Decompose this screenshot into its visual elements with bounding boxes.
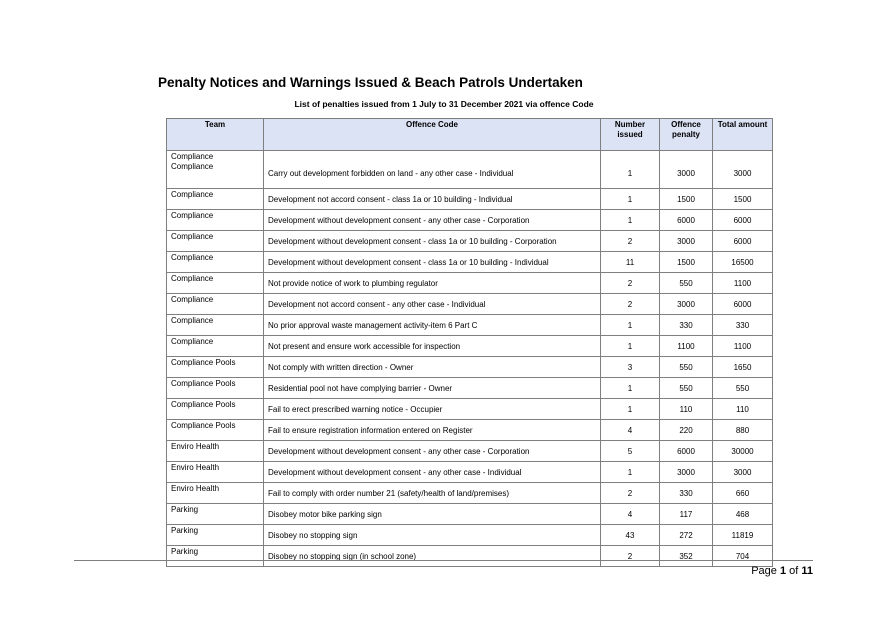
- cell-team: [167, 504, 264, 525]
- cell-number-issued: 1: [601, 315, 660, 336]
- cell-offence-penalty: 6000: [660, 210, 713, 231]
- cell-offence-penalty: 1500: [660, 189, 713, 210]
- footer-divider: [74, 560, 813, 561]
- cell-total-amount: 550: [713, 378, 773, 399]
- cell-offence-code: Disobey no stopping sign: [264, 525, 601, 546]
- penalties-table: [166, 118, 773, 567]
- cell-offence-penalty: 3000: [660, 462, 713, 483]
- cell-number-issued: 1: [601, 462, 660, 483]
- cell-offence-penalty: 3000: [660, 231, 713, 252]
- col-header-number-issued: Number issued: [601, 119, 660, 151]
- cell-team: [167, 441, 264, 462]
- cell-team: [167, 483, 264, 504]
- cell-number-issued: 1: [601, 189, 660, 210]
- cell-offence-penalty: 3000: [660, 294, 713, 315]
- team-name: Compliance: [171, 337, 214, 346]
- cell-total-amount: 11819: [713, 525, 773, 546]
- table-row: [167, 420, 773, 441]
- team-name: Compliance Pools: [171, 421, 236, 430]
- col-header-offence-code: Offence Code: [264, 119, 601, 151]
- cell-offence-penalty: 6000: [660, 441, 713, 462]
- team-name: Compliance: [171, 295, 214, 304]
- table-row: [167, 151, 773, 189]
- cell-offence-penalty: 550: [660, 357, 713, 378]
- cell-team: [167, 378, 264, 399]
- page-title: Penalty Notices and Warnings Issued & Beach Patrols Undertaken: [158, 75, 583, 90]
- page-number: [751, 565, 813, 577]
- cell-team: [167, 189, 264, 210]
- cell-team: [167, 231, 264, 252]
- team-name: Compliance: [171, 274, 214, 283]
- cell-team: [167, 546, 264, 567]
- table-row: [167, 546, 773, 567]
- cell-offence-penalty: 550: [660, 273, 713, 294]
- cell-team: [167, 357, 264, 378]
- cell-number-issued: 1: [601, 336, 660, 357]
- cell-offence-code: Carry out development forbidden on land - any other case - Individual: [264, 151, 601, 189]
- cell-offence-code: Not present and ensure work accessible for inspection: [264, 336, 601, 357]
- team-name: Parking: [171, 526, 199, 535]
- cell-number-issued: 5: [601, 441, 660, 462]
- cell-offence-code: Disobey motor bike parking sign: [264, 504, 601, 525]
- cell-total-amount: 3000: [713, 462, 773, 483]
- cell-team: [167, 462, 264, 483]
- cell-offence-code: Residential pool not have complying barrier - Owner: [264, 378, 601, 399]
- team-name: Compliance Pools: [171, 400, 236, 409]
- col-header-total-amount: Total amount: [713, 119, 773, 151]
- cell-offence-code: Development not accord consent - any other case - Individual: [264, 294, 601, 315]
- cell-number-issued: 4: [601, 420, 660, 441]
- team-name: Compliance: [171, 161, 214, 171]
- cell-team: [167, 525, 264, 546]
- cell-offence-code: Development without development consent - any other case - Corporation: [264, 441, 601, 462]
- cell-total-amount: 6000: [713, 210, 773, 231]
- cell-offence-penalty: 3000: [660, 151, 713, 189]
- cell-offence-penalty: 550: [660, 378, 713, 399]
- cell-offence-penalty: 330: [660, 315, 713, 336]
- table-row: [167, 210, 773, 231]
- cell-number-issued: 2: [601, 483, 660, 504]
- cell-number-issued: 2: [601, 294, 660, 315]
- cell-offence-penalty: 330: [660, 483, 713, 504]
- cell-number-issued: 1: [601, 151, 660, 189]
- team-name: Enviro Health: [171, 442, 220, 451]
- cell-team: [167, 399, 264, 420]
- cell-offence-code: Development without development consent - class 1a or 10 building - Individual: [264, 252, 601, 273]
- cell-number-issued: 11: [601, 252, 660, 273]
- team-name: Compliance: [171, 316, 214, 325]
- cell-offence-code: No prior approval waste management activity-item 6 Part C: [264, 315, 601, 336]
- page-current: 1: [779, 565, 787, 577]
- cell-offence-penalty: 272: [660, 525, 713, 546]
- table-header: [167, 119, 773, 151]
- table-row: [167, 399, 773, 420]
- cell-total-amount: 110: [713, 399, 773, 420]
- cell-total-amount: 1650: [713, 357, 773, 378]
- team-name: Parking: [171, 505, 199, 514]
- table-row: [167, 378, 773, 399]
- cell-total-amount: 330: [713, 315, 773, 336]
- cell-number-issued: 43: [601, 525, 660, 546]
- team-name: Compliance: [171, 152, 214, 161]
- table-row: [167, 525, 773, 546]
- table-row: [167, 462, 773, 483]
- table-row: [167, 315, 773, 336]
- cell-team: [167, 210, 264, 231]
- team-name: Compliance: [171, 232, 214, 241]
- cell-number-issued: 2: [601, 231, 660, 252]
- cell-offence-code: Fail to ensure registration information entered on Register: [264, 420, 601, 441]
- team-name: Compliance: [171, 253, 214, 262]
- table-row: [167, 441, 773, 462]
- table-caption: List of penalties issued from 1 July to 31 December 2021 via offence Code: [294, 99, 594, 109]
- cell-number-issued: 1: [601, 210, 660, 231]
- cell-offence-code: Not comply with written direction - Owner: [264, 357, 601, 378]
- cell-total-amount: 6000: [713, 231, 773, 252]
- cell-number-issued: 1: [601, 399, 660, 420]
- header-row: [167, 119, 773, 151]
- table-row: [167, 189, 773, 210]
- page-label: Page: [751, 565, 780, 577]
- cell-team: [167, 252, 264, 273]
- cell-total-amount: 3000: [713, 151, 773, 189]
- cell-total-amount: 30000: [713, 441, 773, 462]
- team-name: Compliance Pools: [171, 379, 236, 388]
- cell-team: [167, 420, 264, 441]
- cell-total-amount: 1100: [713, 336, 773, 357]
- team-name: Compliance: [171, 211, 214, 220]
- cell-total-amount: 880: [713, 420, 773, 441]
- cell-team: [167, 294, 264, 315]
- cell-offence-code: Development without development consent - class 1a or 10 building - Corporation: [264, 231, 601, 252]
- table-row: [167, 483, 773, 504]
- cell-team: [167, 315, 264, 336]
- cell-offence-code: Development not accord consent - class 1a or 10 building - Individual: [264, 189, 601, 210]
- cell-offence-code: Development without development consent - any other case - Individual: [264, 462, 601, 483]
- cell-total-amount: 1500: [713, 189, 773, 210]
- table-row: [167, 336, 773, 357]
- cell-number-issued: 1: [601, 378, 660, 399]
- team-name: Compliance: [171, 190, 214, 199]
- page-total: 11: [801, 565, 813, 577]
- cell-offence-penalty: 1500: [660, 252, 713, 273]
- cell-number-issued: 2: [601, 546, 660, 567]
- cell-team: [167, 336, 264, 357]
- team-name: Enviro Health: [171, 463, 220, 472]
- cell-number-issued: 4: [601, 504, 660, 525]
- cell-number-issued: 2: [601, 273, 660, 294]
- cell-offence-penalty: 110: [660, 399, 713, 420]
- cell-total-amount: 704: [713, 546, 773, 567]
- cell-total-amount: 6000: [713, 294, 773, 315]
- table-row: [167, 231, 773, 252]
- cell-offence-code: Development without development consent - any other case - Corporation: [264, 210, 601, 231]
- cell-offence-code: Fail to comply with order number 21 (safety/health of land/premises): [264, 483, 601, 504]
- team-name: Parking: [171, 547, 199, 556]
- table-row: [167, 252, 773, 273]
- cell-team: [167, 273, 264, 294]
- page-of: of: [786, 565, 802, 577]
- team-name: Enviro Health: [171, 484, 220, 493]
- cell-offence-penalty: 352: [660, 546, 713, 567]
- table-row: [167, 504, 773, 525]
- cell-offence-penalty: 1100: [660, 336, 713, 357]
- table-row: [167, 294, 773, 315]
- cell-total-amount: 1100: [713, 273, 773, 294]
- cell-offence-penalty: 117: [660, 504, 713, 525]
- table-row: [167, 273, 773, 294]
- col-header-offence-penalty: Offence penalty: [660, 119, 713, 151]
- table-row: [167, 357, 773, 378]
- cell-offence-code: Disobey no stopping sign (in school zone): [264, 546, 601, 567]
- team-name: Compliance Pools: [171, 358, 236, 367]
- cell-offence-code: Fail to erect prescribed warning notice - Occupier: [264, 399, 601, 420]
- cell-team: [167, 151, 264, 189]
- col-header-team: Team: [167, 119, 264, 151]
- cell-offence-penalty: 220: [660, 420, 713, 441]
- cell-offence-code: Not provide notice of work to plumbing regulator: [264, 273, 601, 294]
- cell-total-amount: 660: [713, 483, 773, 504]
- table-body: [167, 151, 773, 567]
- cell-number-issued: 3: [601, 357, 660, 378]
- cell-total-amount: 16500: [713, 252, 773, 273]
- cell-total-amount: 468: [713, 504, 773, 525]
